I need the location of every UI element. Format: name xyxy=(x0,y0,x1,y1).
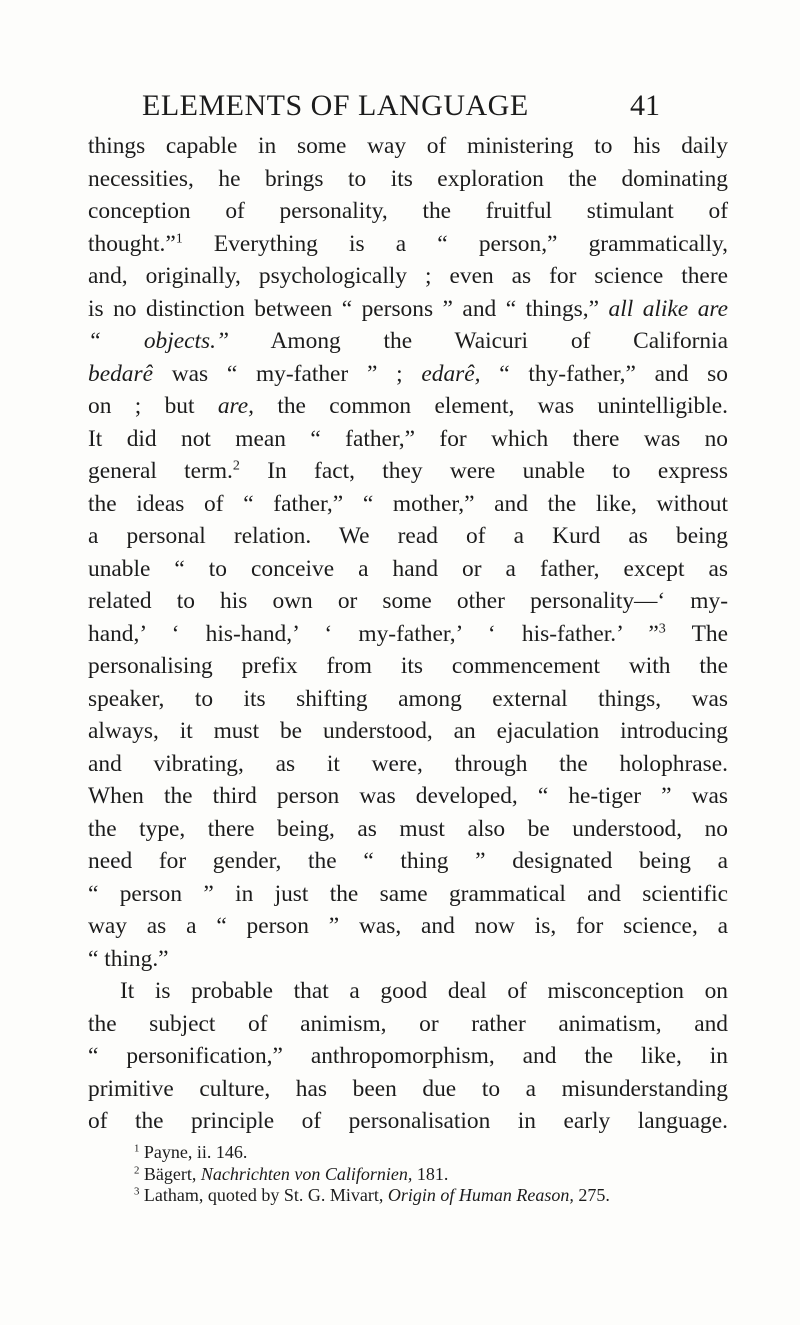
text-line: It is probable that a good deal of misconception on xyxy=(120,978,728,1004)
text-line: It did not mean “ father,” for which there was no xyxy=(88,425,728,452)
footnote-ref: 1 xyxy=(175,230,183,247)
text-line: When the third person was developed, “ he-tiger ” was xyxy=(88,783,728,809)
text-line: “ thing.” xyxy=(88,945,169,972)
footnote: $^3$ Latham, quoted by St. G. Mivart, Origin of Human Reason, 275. xyxy=(134,1185,610,1205)
body-text xyxy=(88,130,728,1138)
text-line: way as a “ person ” was, and now is, for science, a xyxy=(88,913,728,939)
text-line: bedarê was “ my-father ” ; edarê, “ thy-father,” and so xyxy=(88,360,728,387)
text-line: the ideas of “ father,” “ mother,” and the like, without xyxy=(88,490,728,517)
text-line: a personal relation. We read of a Kurd as being xyxy=(88,523,728,549)
page-number: 41 xyxy=(630,89,660,122)
text-line: need for gender, the “ thing ” designated being a xyxy=(88,848,728,874)
text-line: the type, there being, as must also be understood, no xyxy=(88,815,728,842)
text-line: necessities, he brings to its exploration the dominating xyxy=(88,165,728,192)
footnote: $^1$ Payne, ii. 146. xyxy=(134,1142,248,1162)
text-line: always, it must be understood, an ejaculation introducing xyxy=(88,718,728,744)
page-header xyxy=(0,86,800,126)
text-line: “ objects.” Among the Waicuri of California xyxy=(88,328,729,354)
text-line: is no distinction between “ persons ” and “ things,” all alike are xyxy=(88,295,728,322)
text-line: of the principle of personalisation in early language. xyxy=(88,1108,728,1134)
text-line: personalising prefix from its commencement with the xyxy=(88,653,728,679)
text-line: and vibrating, as it were, through the holophrase. xyxy=(88,750,728,777)
text-line: unable “ to conceive a hand or a father, except as xyxy=(88,555,728,582)
text-line: the subject of animism, or rather animatism, and xyxy=(88,1010,728,1037)
footnotes xyxy=(88,1142,728,1207)
text-line: on ; but are, the common element, was unintelligible. xyxy=(88,393,728,419)
text-line: conception of personality, the fruitful stimulant of xyxy=(88,198,728,224)
text-line: and, originally, psychologically ; even as for science there xyxy=(88,263,728,289)
footnote-ref: 3 xyxy=(658,620,666,637)
text-line: thought.”$^1$ Everything is a “ person,” grammatically, xyxy=(88,230,728,257)
text-line: speaker, to its shifting among external things, was xyxy=(88,685,728,712)
running-head: ELEMENTS OF LANGUAGE xyxy=(142,89,529,122)
text-line: related to his own or some other personality—‘ my- xyxy=(88,588,728,614)
text-line: hand,’ ‘ his-hand,’ ‘ my-father,’ ‘ his-father.’ ”$^3$ The xyxy=(88,620,728,647)
text-line: “ personification,” anthropomorphism, and the like, in xyxy=(88,1043,728,1069)
text-line: “ person ” in just the same grammatical and scientific xyxy=(88,880,728,907)
text-line: general term.$^2$ In fact, they were unable to express xyxy=(88,457,728,484)
footnote: $^2$ Bägert, Nachrichten von Californien, 181. xyxy=(134,1163,449,1184)
footnote-ref: 2 xyxy=(232,457,240,474)
text-line: things capable in some way of ministering to his daily xyxy=(88,133,728,159)
text-line: primitive culture, has been due to a misunderstanding xyxy=(88,1075,728,1102)
